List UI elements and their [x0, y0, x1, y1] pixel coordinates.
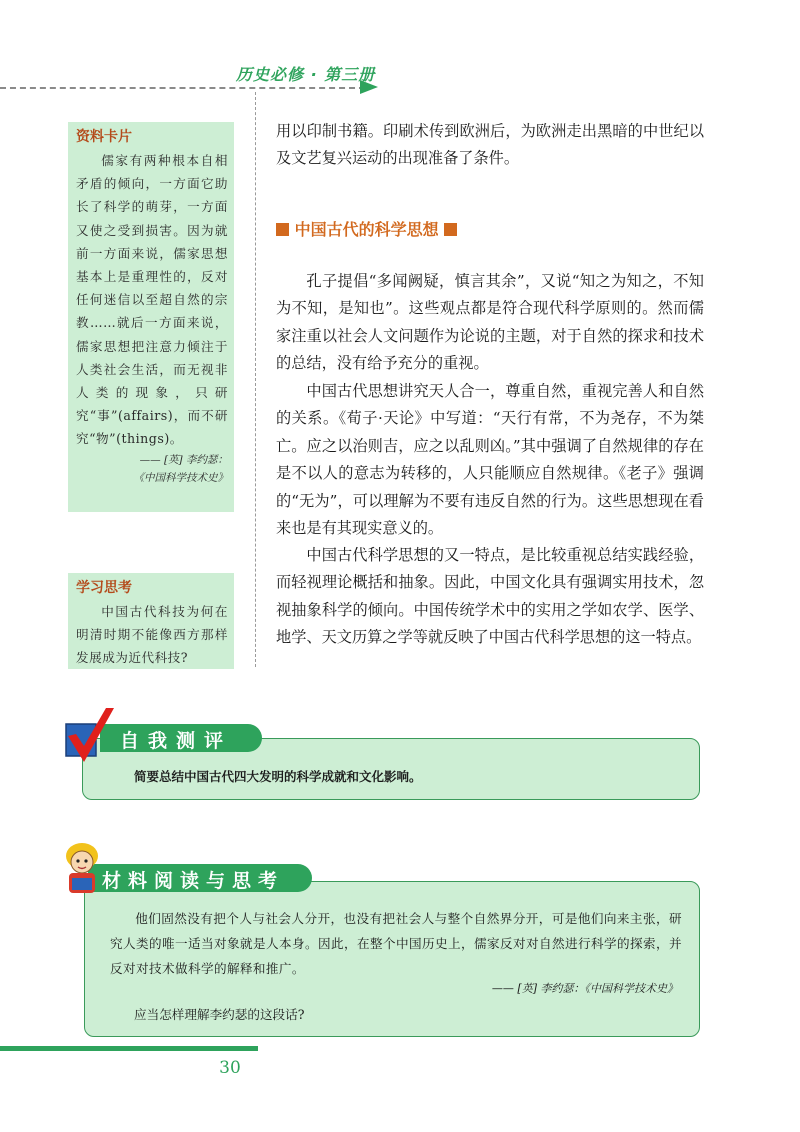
- sidebar-card-attribution-author: —— [英] 李约瑟：: [139, 453, 228, 466]
- footer-bar: [0, 1046, 258, 1051]
- square-bullet-icon: [444, 223, 457, 236]
- checkmark-icon: [62, 706, 118, 766]
- running-header-title: 历史必修 · 第三册: [236, 65, 376, 84]
- reading-tab: [88, 864, 312, 892]
- section-title: 中国古代的科学思想: [294, 220, 439, 239]
- reading-question: 应当怎样理解李约瑟的这段话?: [134, 1007, 305, 1022]
- self-eval-tab: [100, 724, 262, 752]
- header-arrow-icon: [360, 80, 378, 94]
- body-paragraph: 孔子提倡“多闻阙疑，慎言其余”，又说“知之为知之，不知为不知，是知也”。这些观点都是符合现代科学原则的。然而儒家注重以社会人文问题作为论说的主题，对于自然的探求和技术的总结，没有给予充分的重视。: [276, 272, 704, 373]
- body-paragraph: 中国古代思想讲究天人合一，尊重自然，重视完善人和自然的关系。《荀子·天论》中写道：“天行有常，不为尧存，不为桀亡。应之以治则吉，应之以乱则凶。”其中强调了自然规律的存在是不以人的意志为转移的，人只能顺应自然规律。《老子》强调的“无为”，可以理解为不要有违反自然的行为。这些思想现在看来也是有其现实意义的。: [276, 382, 704, 538]
- sidebar-card-think: [68, 573, 234, 669]
- student-icon: [60, 840, 104, 900]
- sidebar-card-title: 学习思考: [76, 580, 132, 596]
- sidebar-card-source: [68, 122, 234, 512]
- section-heading: [276, 217, 457, 240]
- column-divider: [255, 92, 256, 667]
- sidebar-card-attribution-book: 《中国科学技术史》: [133, 471, 228, 484]
- square-bullet-icon: [276, 223, 289, 236]
- page-number: 30: [219, 1058, 241, 1078]
- header-divider: [0, 87, 365, 89]
- reading-quote: 他们固然没有把个人与社会人分开，也没有把社会人与整个自然界分开，可是他们向来主张，研究人类的唯一适当对象就是人本身。因此，在整个中国历史上，儒家反对对自然进行科学的探索，并反对对技术做科学的解释和推广。: [110, 911, 682, 976]
- body-paragraph: 中国古代科学思想的又一特点，是比较重视总结实践经验，而轻视理论概括和抽象。因此，中国文化具有强调实用技术，忽视抽象科学的倾向。中国传统学术中的实用之学如农学、医学、地学、天文历算之学等就反映了中国古代科学思想的这一特点。: [276, 546, 704, 647]
- intro-paragraph: 用以印制书籍。印刷术传到欧洲后，为欧洲走出黑暗的中世纪以及文艺复兴运动的出现准备了条件。: [276, 122, 704, 168]
- sidebar-card-text: 中国古代科技为何在明清时期不能像西方那样发展成为近代科技?: [76, 604, 228, 666]
- reading-label: 材料阅读与思考: [102, 870, 285, 892]
- reading-attribution: —— [英] 李约瑟：《中国科学技术史》: [491, 982, 678, 995]
- sidebar-card-title: 资料卡片: [76, 129, 132, 145]
- self-eval-label: 自我测评: [120, 730, 233, 752]
- sidebar-card-text: 儒家有两种根本自相矛盾的倾向，一方面它助长了科学的萌芽，一方面又使之受到损害。因为就前一方面来说，儒家思想基本上是重理性的，反对任何迷信以至超自然的宗教……就后一方面来说，儒家思想把注意力倾注于人类社会生活，而无视非人类的现象，只研究“事”(affairs)，而不研究“物”(things)。: [76, 153, 228, 447]
- self-eval-question: 简要总结中国古代四大发明的科学成就和文化影响。: [134, 769, 422, 784]
